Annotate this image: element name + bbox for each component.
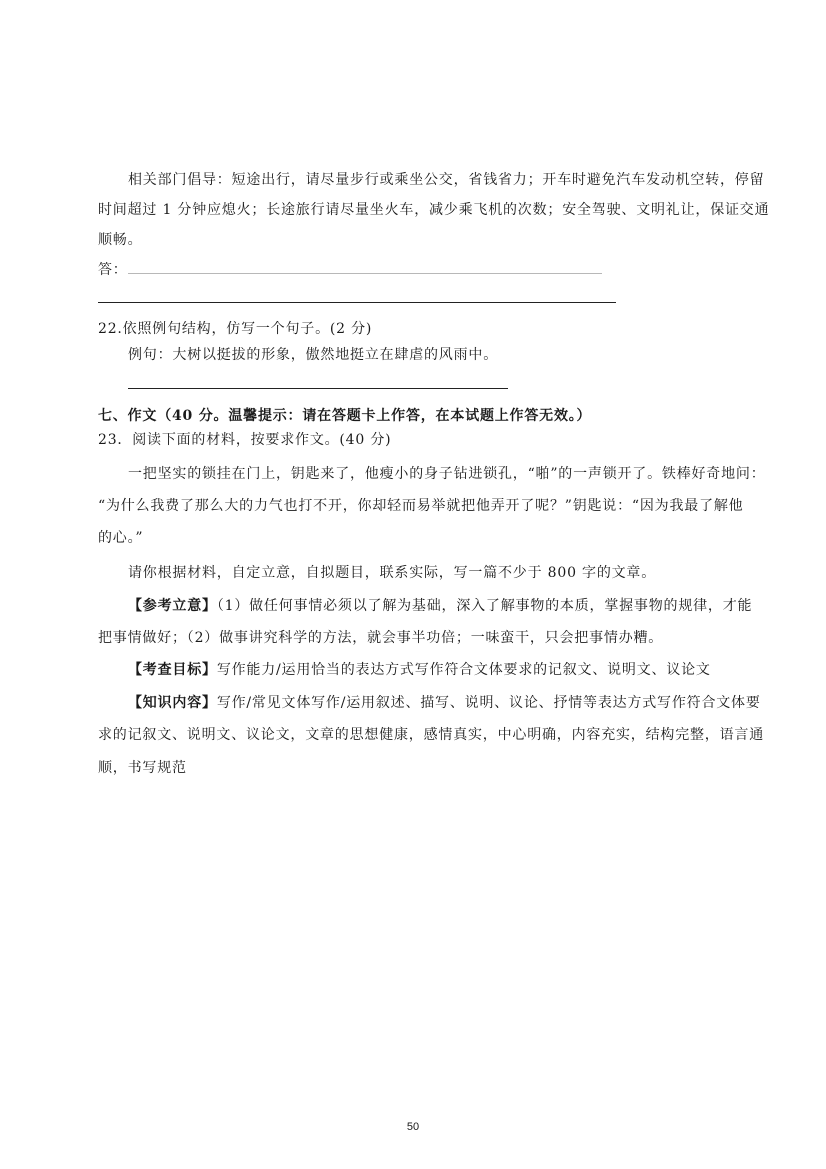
knowledge-line-2: 求的记叙文、说明文、议论文，文章的思想健康，感情真实，中心明确，内容充实，结构完整，语言通 [98,727,764,743]
answer-blank-line-2[interactable] [98,302,616,303]
question-22-title: 22.依照例句结构，仿写一个句子。(2 分) [98,321,373,337]
reference-idea-line-1 [128,598,752,614]
question-22-example: 例句：大树以挺拔的形象，傲然地挺立在肆虐的风雨中。 [128,347,498,363]
answer-blank-line-1[interactable] [128,273,602,274]
reference-idea-line-2: 把事情做好；（2）做事讲究科学的方法，就会事半功倍；一味蛮干，只会把事情办糟。 [98,630,664,646]
knowledge-tag: 【知识内容】 [128,695,217,711]
answer-label: 答： [98,262,128,278]
exam-goal-tag: 【考查目标】 [128,662,217,678]
page-number: 50 [406,1121,420,1133]
reference-idea-tag: 【参考立意】 [128,598,217,614]
section-7-heading: 七、作文（40 分。温馨提示：请在答题卡上作答，在本试题上作答无效。） [98,408,592,424]
passage-line-3: 顺畅。 [98,232,143,248]
material-line-3: 的心。” [98,530,144,546]
passage-line-1: 相关部门倡导：短途出行，请尽量步行或乘坐公交，省钱省力；开车时避免汽车发动机空转，停留 [128,172,765,188]
knowledge-line-1 [128,695,761,711]
question-22-blank-line[interactable] [128,388,508,389]
question-23-title: 23．阅读下面的材料，按要求作文。(40 分) [98,432,392,448]
material-line-1: 一把坚实的锁挂在门上，钥匙来了，他瘦小的身子钻进锁孔，“啪”的一声锁开了。铁棒好奇地问： [128,466,766,482]
material-line-2: “为什么我费了那么大的力气也打不开，你却轻而易举就把他弄开了呢？”钥匙说：“因为我最了解他 [98,498,744,514]
passage-line-2: 时间超过 1 分钟应熄火；长途旅行请尽量坐火车，减少乘飞机的次数；安全驾驶、文明礼让，保证交通 [98,202,770,218]
exam-goal-line [128,662,711,678]
writing-instruction: 请你根据材料，自定立意，自拟题目，联系实际，写一篇不少于 800 字的文章。 [128,565,657,581]
knowledge-line-3: 顺，书写规范 [98,760,187,776]
knowledge-text-1: 写作/常见文体写作/运用叙述、描写、说明、议论、抒情等表达方式写作符合文体要 [216,695,761,711]
exam-goal-text: 写作能力/运用恰当的表达方式写作符合文体要求的记叙文、说明文、议论文 [216,662,711,678]
reference-idea-text-1: （1）做任何事情必须以了解为基础，深入了解事物的本质，掌握事物的规律，才能 [216,598,753,614]
